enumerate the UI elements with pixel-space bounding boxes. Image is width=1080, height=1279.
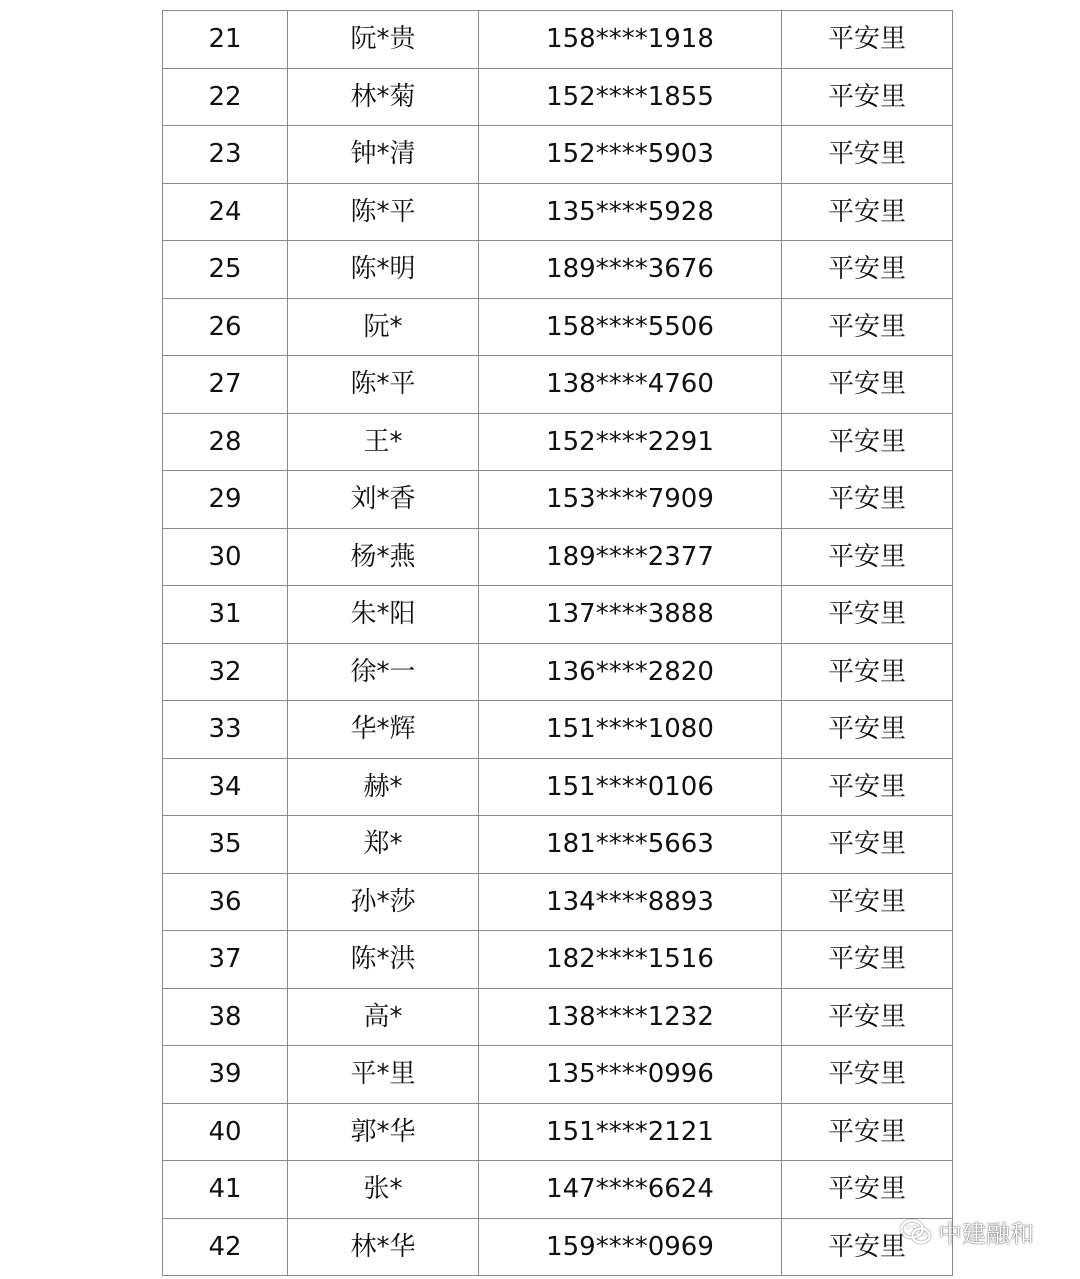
table-row bbox=[163, 11, 953, 69]
area-cell: 平安里 bbox=[782, 931, 953, 989]
row-number-cell: 24 bbox=[163, 183, 288, 241]
area-cell: 平安里 bbox=[782, 183, 953, 241]
name-cell: 高* bbox=[288, 988, 479, 1046]
table-row bbox=[163, 1103, 953, 1161]
name-cell: 陈*平 bbox=[288, 356, 479, 414]
phone-cell: 151****0106 bbox=[479, 758, 782, 816]
row-number-cell: 22 bbox=[163, 68, 288, 126]
name-cell: 刘*香 bbox=[288, 471, 479, 529]
row-number-cell: 35 bbox=[163, 816, 288, 874]
table-row bbox=[163, 1218, 953, 1276]
phone-cell: 137****3888 bbox=[479, 586, 782, 644]
area-cell: 平安里 bbox=[782, 1218, 953, 1276]
row-number-cell: 29 bbox=[163, 471, 288, 529]
area-cell: 平安里 bbox=[782, 356, 953, 414]
phone-cell: 136****2820 bbox=[479, 643, 782, 701]
table-row bbox=[163, 68, 953, 126]
phone-cell: 152****5903 bbox=[479, 126, 782, 184]
row-number-cell: 39 bbox=[163, 1046, 288, 1104]
table-row bbox=[163, 988, 953, 1046]
name-cell: 徐*一 bbox=[288, 643, 479, 701]
phone-cell: 159****0969 bbox=[479, 1218, 782, 1276]
row-number-cell: 36 bbox=[163, 873, 288, 931]
name-cell: 王* bbox=[288, 413, 479, 471]
area-cell: 平安里 bbox=[782, 241, 953, 299]
row-number-cell: 25 bbox=[163, 241, 288, 299]
table-row bbox=[163, 643, 953, 701]
phone-cell: 151****2121 bbox=[479, 1103, 782, 1161]
phone-cell: 147****6624 bbox=[479, 1161, 782, 1219]
area-cell: 平安里 bbox=[782, 1103, 953, 1161]
phone-cell: 151****1080 bbox=[479, 701, 782, 759]
area-cell: 平安里 bbox=[782, 413, 953, 471]
phone-cell: 189****2377 bbox=[479, 528, 782, 586]
phone-cell: 152****1855 bbox=[479, 68, 782, 126]
phone-cell: 182****1516 bbox=[479, 931, 782, 989]
row-number-cell: 42 bbox=[163, 1218, 288, 1276]
table-row bbox=[163, 931, 953, 989]
name-cell: 陈*洪 bbox=[288, 931, 479, 989]
area-cell: 平安里 bbox=[782, 11, 953, 69]
area-cell: 平安里 bbox=[782, 1161, 953, 1219]
area-cell: 平安里 bbox=[782, 126, 953, 184]
area-cell: 平安里 bbox=[782, 643, 953, 701]
area-cell: 平安里 bbox=[782, 528, 953, 586]
table-row bbox=[163, 1161, 953, 1219]
area-cell: 平安里 bbox=[782, 873, 953, 931]
table-row bbox=[163, 701, 953, 759]
table-row bbox=[163, 586, 953, 644]
name-cell: 张* bbox=[288, 1161, 479, 1219]
table-row bbox=[163, 126, 953, 184]
area-cell: 平安里 bbox=[782, 1046, 953, 1104]
row-number-cell: 34 bbox=[163, 758, 288, 816]
row-number-cell: 21 bbox=[163, 11, 288, 69]
table-row bbox=[163, 873, 953, 931]
name-cell: 陈*明 bbox=[288, 241, 479, 299]
name-list-table bbox=[162, 10, 953, 1276]
name-cell: 阮*贵 bbox=[288, 11, 479, 69]
phone-cell: 181****5663 bbox=[479, 816, 782, 874]
area-cell: 平安里 bbox=[782, 701, 953, 759]
table-row bbox=[163, 183, 953, 241]
row-number-cell: 31 bbox=[163, 586, 288, 644]
table-row bbox=[163, 241, 953, 299]
area-cell: 平安里 bbox=[782, 988, 953, 1046]
phone-cell: 153****7909 bbox=[479, 471, 782, 529]
table-row bbox=[163, 356, 953, 414]
row-number-cell: 33 bbox=[163, 701, 288, 759]
name-cell: 杨*燕 bbox=[288, 528, 479, 586]
row-number-cell: 26 bbox=[163, 298, 288, 356]
name-cell: 华*辉 bbox=[288, 701, 479, 759]
row-number-cell: 41 bbox=[163, 1161, 288, 1219]
phone-cell: 152****2291 bbox=[479, 413, 782, 471]
table-row bbox=[163, 471, 953, 529]
name-cell: 郑* bbox=[288, 816, 479, 874]
table-body bbox=[163, 11, 953, 1276]
wechat-icon bbox=[900, 1218, 932, 1246]
table-row bbox=[163, 528, 953, 586]
name-cell: 林*华 bbox=[288, 1218, 479, 1276]
name-cell: 陈*平 bbox=[288, 183, 479, 241]
row-number-cell: 37 bbox=[163, 931, 288, 989]
row-number-cell: 27 bbox=[163, 356, 288, 414]
phone-cell: 135****5928 bbox=[479, 183, 782, 241]
area-cell: 平安里 bbox=[782, 816, 953, 874]
area-cell: 平安里 bbox=[782, 471, 953, 529]
phone-cell: 134****8893 bbox=[479, 873, 782, 931]
phone-cell: 158****5506 bbox=[479, 298, 782, 356]
name-list-table-container bbox=[162, 10, 952, 1276]
phone-cell: 138****4760 bbox=[479, 356, 782, 414]
table-row bbox=[163, 298, 953, 356]
area-cell: 平安里 bbox=[782, 758, 953, 816]
name-cell: 赫* bbox=[288, 758, 479, 816]
account-watermark bbox=[900, 1214, 1034, 1249]
name-cell: 林*菊 bbox=[288, 68, 479, 126]
area-cell: 平安里 bbox=[782, 298, 953, 356]
table-row bbox=[163, 1046, 953, 1104]
table-row bbox=[163, 413, 953, 471]
area-cell: 平安里 bbox=[782, 586, 953, 644]
watermark-text: 中建融和 bbox=[938, 1220, 1034, 1248]
row-number-cell: 38 bbox=[163, 988, 288, 1046]
phone-cell: 189****3676 bbox=[479, 241, 782, 299]
name-cell: 朱*阳 bbox=[288, 586, 479, 644]
row-number-cell: 40 bbox=[163, 1103, 288, 1161]
name-cell: 孙*莎 bbox=[288, 873, 479, 931]
name-cell: 平*里 bbox=[288, 1046, 479, 1104]
name-cell: 郭*华 bbox=[288, 1103, 479, 1161]
row-number-cell: 23 bbox=[163, 126, 288, 184]
table-row bbox=[163, 816, 953, 874]
row-number-cell: 30 bbox=[163, 528, 288, 586]
phone-cell: 135****0996 bbox=[479, 1046, 782, 1104]
phone-cell: 158****1918 bbox=[479, 11, 782, 69]
name-cell: 钟*清 bbox=[288, 126, 479, 184]
table-row bbox=[163, 758, 953, 816]
phone-cell: 138****1232 bbox=[479, 988, 782, 1046]
name-cell: 阮* bbox=[288, 298, 479, 356]
row-number-cell: 28 bbox=[163, 413, 288, 471]
row-number-cell: 32 bbox=[163, 643, 288, 701]
area-cell: 平安里 bbox=[782, 68, 953, 126]
